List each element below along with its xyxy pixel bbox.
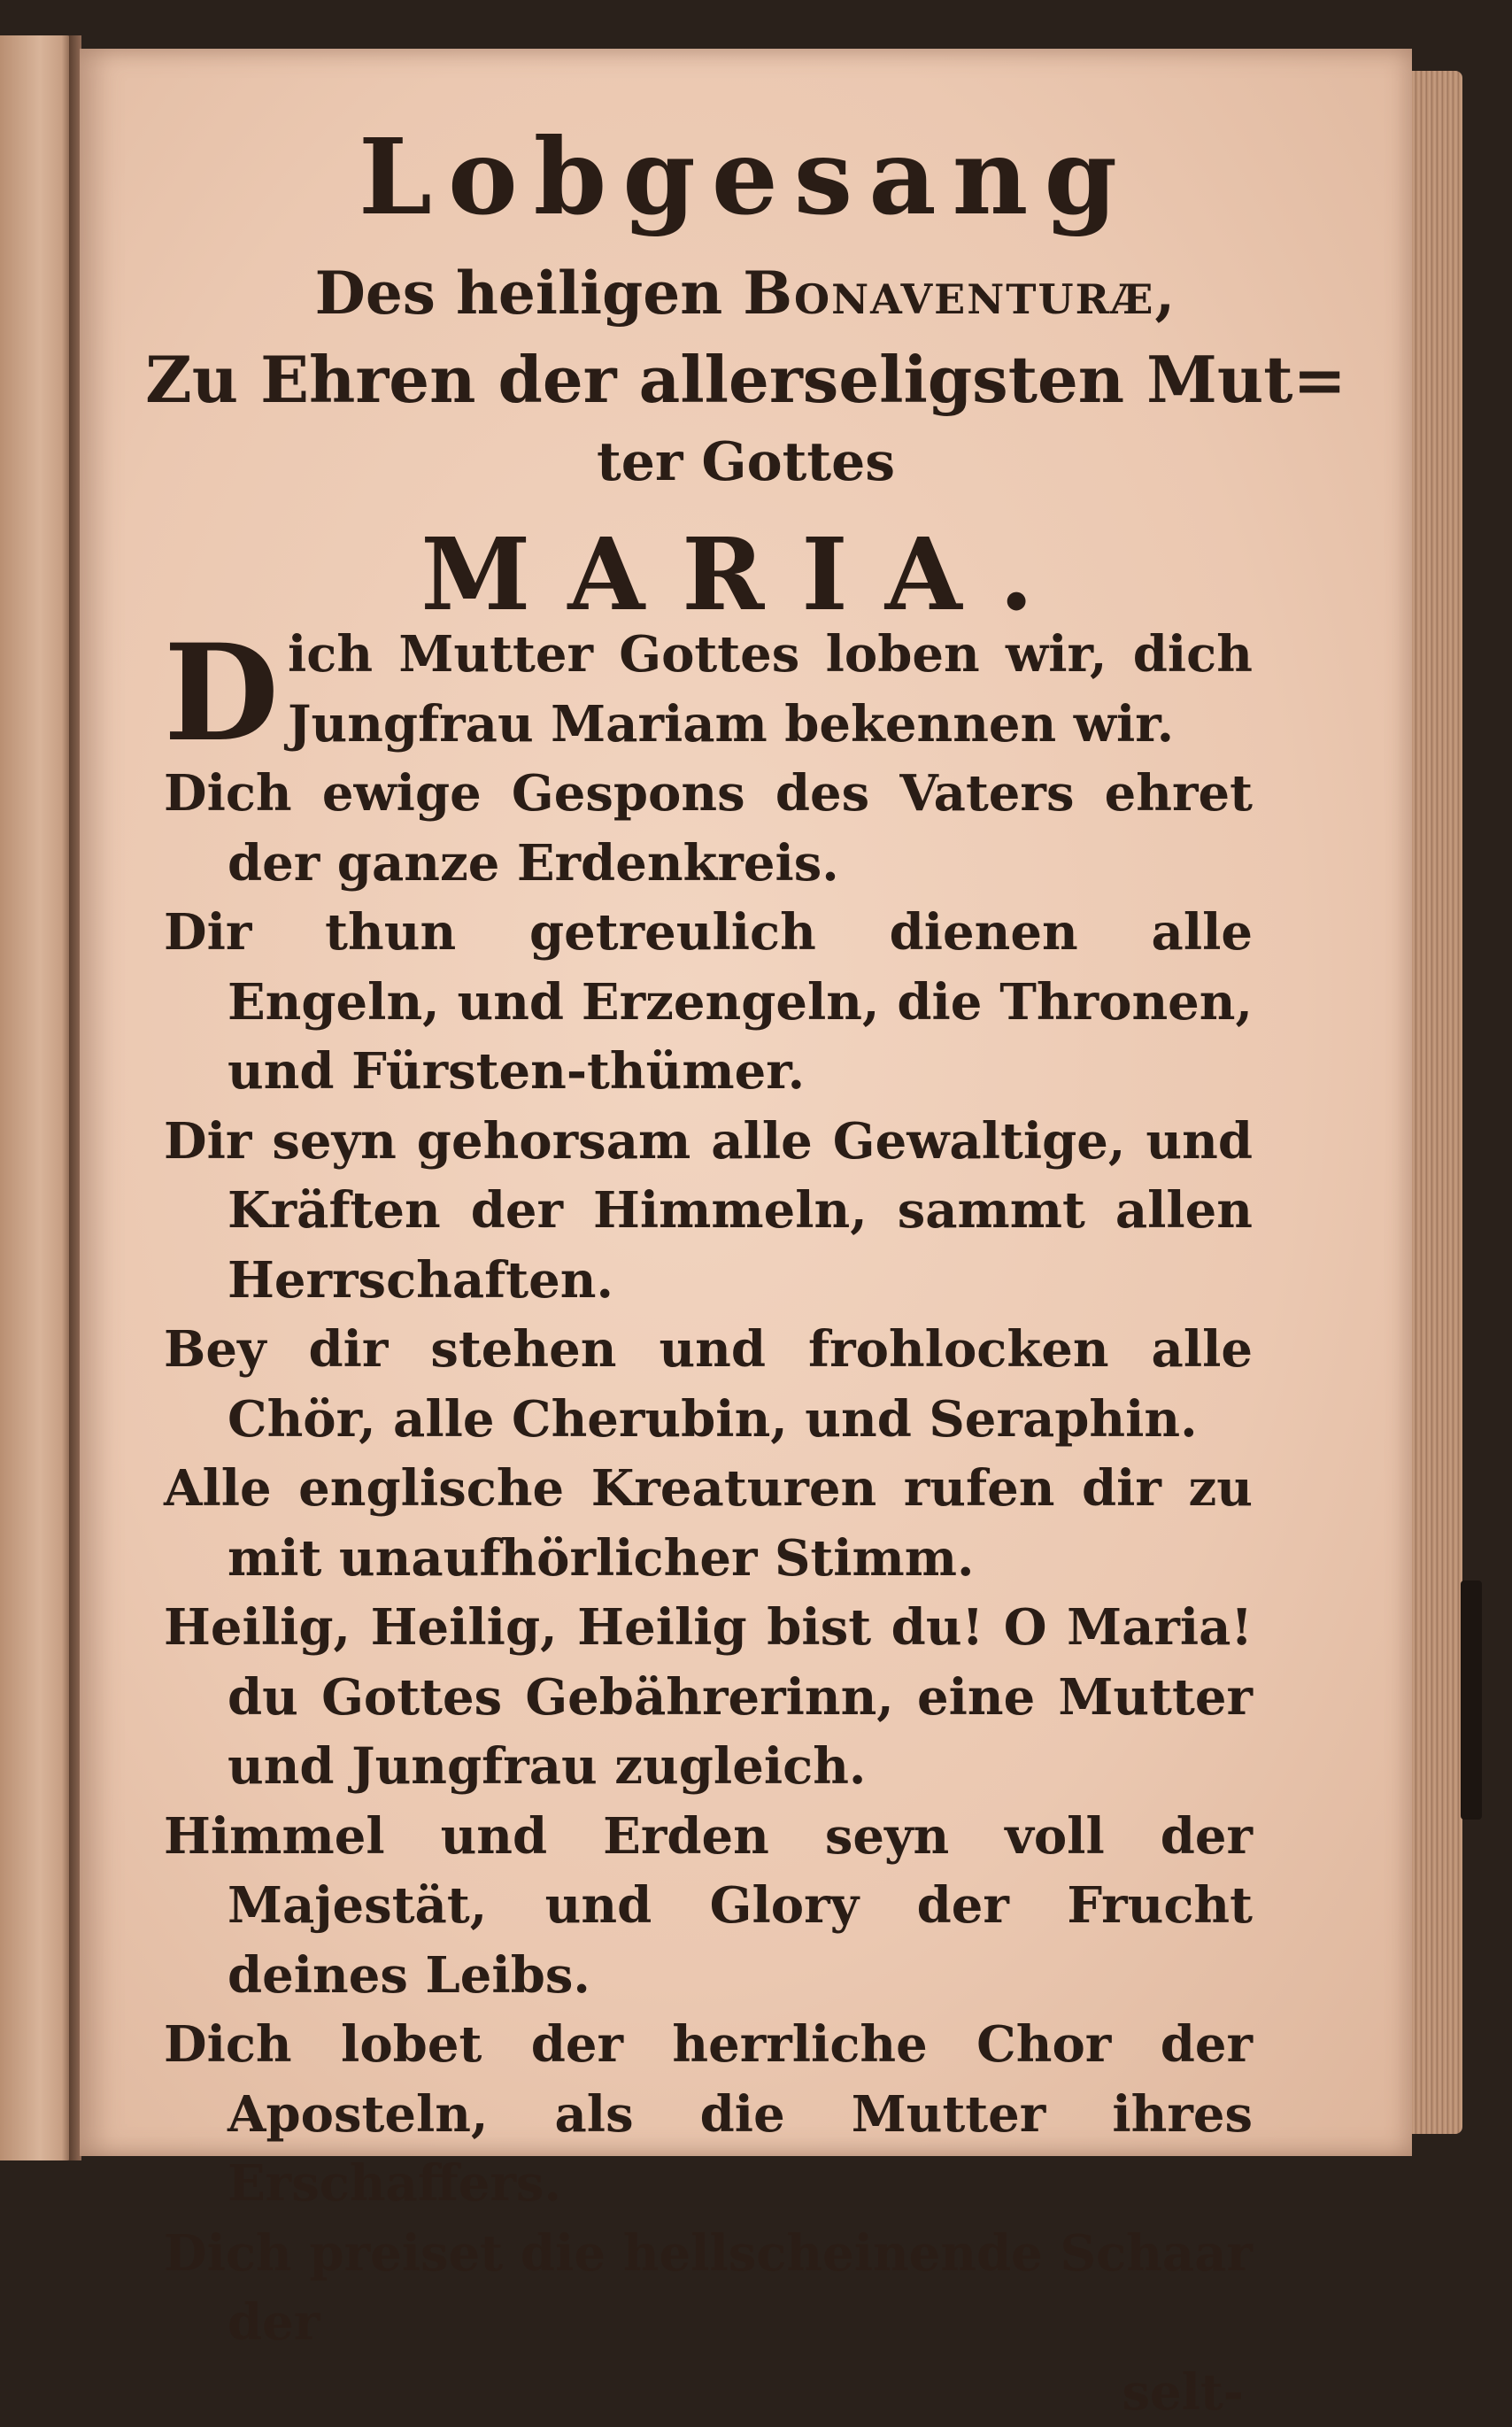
verse-9: Dich lobet der herrliche Chor der Aposteln, als die Mutter ihres Erschaffers. (164, 2010, 1253, 2219)
verse-8: Himmel und Erden seyn voll der Majestät, und Glory der Frucht deines Leibs. (164, 1802, 1253, 2011)
verse-4: Dir seyn gehorsam alle Gewaltige, und Kräften der Himmeln, sammt allen Herrschaften. (164, 1107, 1253, 1316)
hymn-text (164, 620, 1253, 2427)
title-lobgesang: Lobgesang (80, 111, 1412, 243)
title-bonaventurae: Bonaventuræ, (743, 259, 1176, 328)
verse-6: Alle englische Kreaturen rufen dir zu mit unaufhörlicher Stimm. (164, 1454, 1253, 1593)
book-clasp (1461, 1581, 1482, 1820)
left-page-edge (0, 35, 73, 2160)
drop-cap: D (164, 627, 279, 760)
book-page (80, 49, 1412, 2156)
title-line-3: Zu Ehren der allerseligsten Mut= (80, 336, 1412, 424)
title-line-2 (80, 251, 1412, 336)
title-maria: MARIA. (80, 509, 1412, 642)
title-line-4: ter Gottes (80, 424, 1412, 500)
verse-7: Heilig, Heilig, Heilig bist du! O Maria! du Gottes Gebährerinn, eine Mutter und Jungfrau zugleich. (164, 1593, 1253, 1802)
verse-10: Dich preiset die hellscheinende Schaar der (164, 2219, 1253, 2358)
catchword: selt- (164, 2358, 1253, 2427)
verse-3: Dir thun getreulich dienen alle Engeln, und Erzengeln, die Thronen, und Fürsten-thümer. (164, 898, 1253, 1107)
verse-5: Bey dir stehen und frohlocken alle Chör, alle Cherubin, und Seraphin. (164, 1315, 1253, 1454)
title-line-2-prefix: Des heiligen (315, 259, 744, 328)
verse-1 (164, 620, 1253, 759)
verse-1-text: ich Mutter Gottes loben wir, dich Jungfrau Mariam bekennen wir. (288, 625, 1253, 754)
verse-2: Dich ewige Gespons des Vaters ehret der ganze Erdenkreis. (164, 759, 1253, 898)
title-block (80, 111, 1412, 642)
